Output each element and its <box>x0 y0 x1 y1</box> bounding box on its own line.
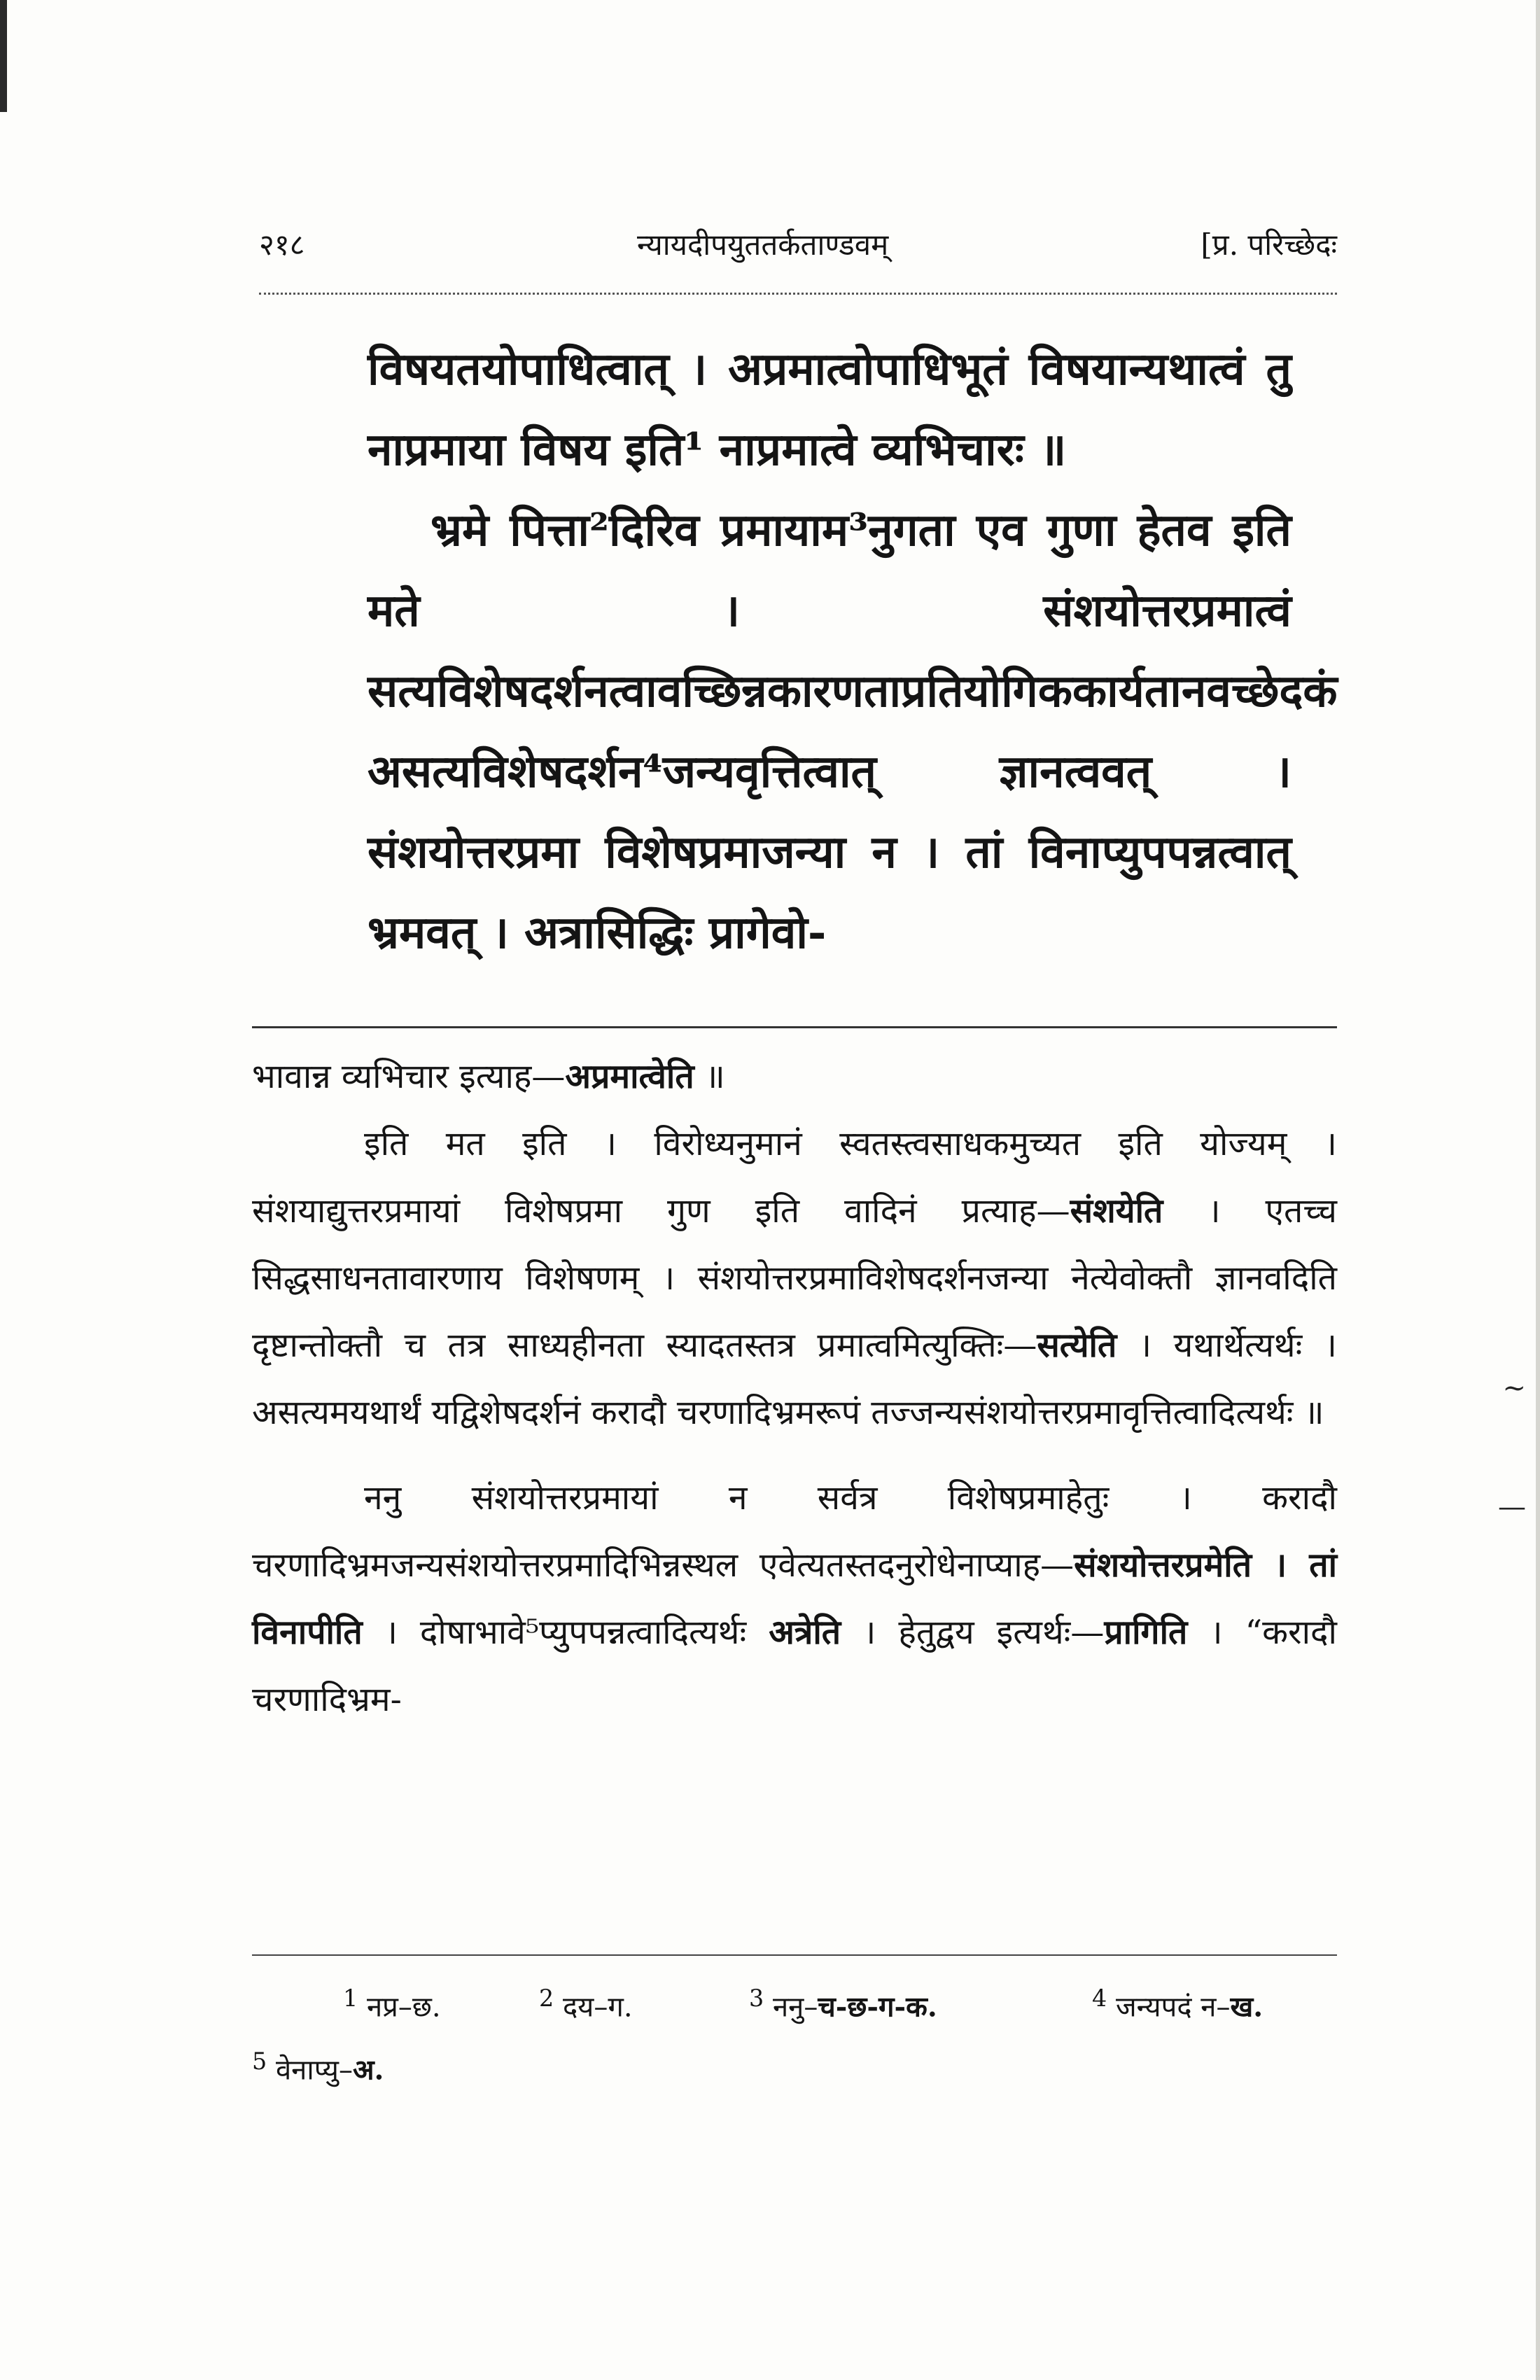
book-title: न्यायदीपयुततर्कताण्डवम् <box>637 227 889 262</box>
commentary-paragraph-3 <box>252 1464 1337 1733</box>
footnote-5 <box>252 2030 384 2101</box>
commentary-text: ॥ <box>694 1057 725 1096</box>
page-edge-shadow <box>0 0 7 112</box>
footnote-4 <box>1092 1967 1263 2038</box>
footnote-row <box>252 2030 1337 2093</box>
footnote-number: 5 <box>252 2047 267 2075</box>
footnote-3 <box>749 1967 937 2038</box>
commentary-divider <box>252 1026 1337 1028</box>
footnote-sigla: ख. <box>1230 1990 1264 2024</box>
commentary-text: । “करादौ चरणादिभ्रम- <box>252 1613 1337 1719</box>
footnote-text: नप्र–छ. <box>366 1991 441 2024</box>
commentary <box>252 1043 1337 1733</box>
commentary-text: । दोषाभावे⁵प्युपपन्नत्वादित्यर्थः <box>362 1613 747 1652</box>
commentary-paragraph-2 <box>252 1110 1337 1446</box>
main-text <box>368 329 1338 973</box>
footnote-2 <box>539 1967 633 2038</box>
footnote-number: 1 <box>343 1984 358 2012</box>
commentary-text: भावान्न व्यभिचार इत्याह— <box>252 1057 566 1096</box>
commentary-text: ननु संशयोत्तरप्रमायां न सर्वत्र विशेषप्रमाहेतुः । करादौ चरणादिभ्रमजन्यसंशयोत्तरप्रमादिभिन्नस्थल एवेत्यतस्तदनुरोधेनाप्याह— <box>252 1478 1337 1585</box>
margin-mark: — <box>1498 1491 1526 1523</box>
footnotes <box>252 1967 1337 2093</box>
footnote-text: जन्यपदं न– <box>1115 1991 1231 2024</box>
commentary-text: । हेतुद्वय इत्यर्थः— <box>841 1613 1105 1652</box>
footnote-number: 3 <box>749 1984 764 2012</box>
commentary-pratika: अत्रेति <box>769 1613 841 1652</box>
footnote-sigla: च-छ-ग-क. <box>818 1990 937 2024</box>
footnote-divider <box>252 1954 1337 1956</box>
footnote-number: 2 <box>539 1984 554 2012</box>
page-edge-right <box>1536 0 1540 2380</box>
footnote-sigla: अ. <box>352 2053 384 2087</box>
main-paragraph-2: भ्रमे पित्ता²दिरिव प्रमायाम³नुगता एव गुणा हेतव इति मते । संशयोत्तरप्रमात्वं सत्यविशेषदर्शनत्वावच्छिन्नकारणताप्रतियोगिककार्यतानवच्छेदकं असत्यविशेषदर्शन⁴जन्यवृत्तित्वात् ज्ञानत्ववत् । संशयोत्तरप्रमा विशेषप्रमाजन्या न । तां विनाप्युपपन्नत्वात् भ्रमवत् । अत्रासिद्धिः प्रागेवो- <box>368 504 1338 959</box>
commentary-text: इति मत इति । विरोध्यनुमानं स्वतस्त्वसाधकमुच्यत इति योज्यम् । संशयाद्युत्तरप्रमायां विशेषप्रमा गुण इति वादिनं प्रत्याह— <box>252 1124 1337 1231</box>
page-number: २१८ <box>259 227 305 262</box>
commentary-paragraph-1 <box>252 1043 1337 1110</box>
footnote-1 <box>343 1967 441 2038</box>
footnote-number: 4 <box>1092 1984 1107 2012</box>
margin-mark: ~ <box>1502 1372 1526 1404</box>
footnote-text: वेनाप्यु– <box>275 2054 353 2087</box>
commentary-pratika: संशयोत्तरप्रमेति । तां विनापीति <box>252 1546 1337 1652</box>
main-paragraph-1: विषयतयोपाधित्वात् । अप्रमात्वोपाधिभूतं विषयान्यथात्वं तु नाप्रमाया विषय इति¹ नाप्रमात्वे व्यभिचारः ॥ <box>368 343 1292 476</box>
commentary-pratika: सत्येति <box>1037 1326 1117 1365</box>
commentary-pratika: संशयेति <box>1070 1191 1163 1231</box>
footnote-text: ननु– <box>772 1991 818 2024</box>
footnote-row <box>252 1967 1337 2030</box>
running-head <box>259 217 1337 273</box>
commentary-pratika: अप्रमात्वेति <box>565 1057 694 1096</box>
header-divider <box>259 293 1337 295</box>
commentary-text: । यथार्थेत्यर्थः । असत्यमयथार्थं यद्विशेषदर्शनं करादौ चरणादिभ्रमरूपं तज्जन्यसंशयोत्तरप्रमावृत्तित्वादित्यर्थः ॥ <box>252 1326 1337 1432</box>
footnote-text: दय–ग. <box>562 1991 633 2024</box>
commentary-text: । एतच्च सिद्धसाधनतावारणाय विशेषणम् । संशयोत्तरप्रमाविशेषदर्शनजन्या नेत्येवोक्तौ ज्ञानवदिति दृष्टान्तोक्तौ च तत्र साध्यहीनता स्यादतस्तत्र प्रमात्वमित्युक्तिः— <box>252 1191 1337 1365</box>
section-label: [प्र. परिच्छेदः <box>1200 227 1337 262</box>
commentary-pratika: प्रागिति <box>1104 1613 1188 1652</box>
